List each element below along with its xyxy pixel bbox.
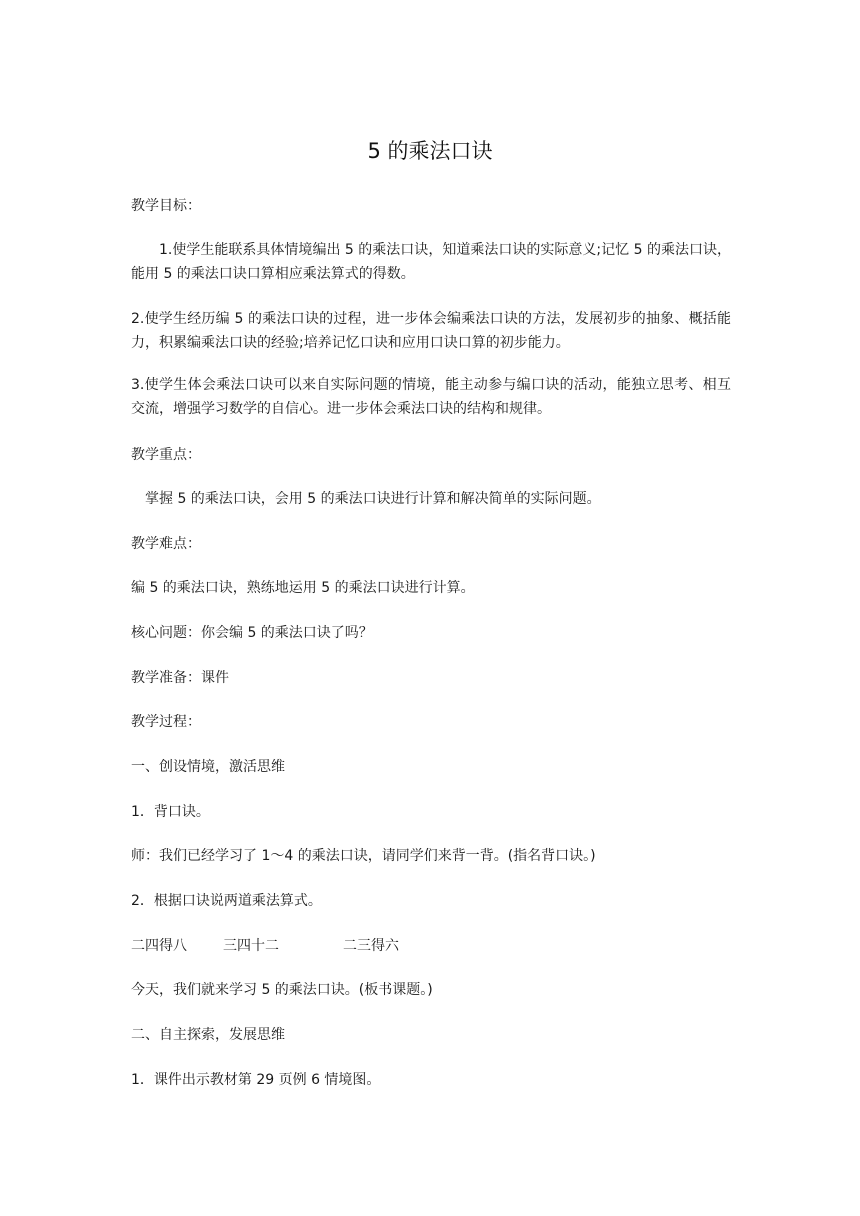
step-3: 1．课件出示教材第 29 页例 6 情境图。 <box>131 1072 381 1088</box>
process-heading: 教学过程： <box>131 714 201 730</box>
step-1: 1．背口诀。 <box>131 804 210 820</box>
step-2: 2．根据口诀说两道乘法算式。 <box>131 893 322 909</box>
rhyme-2: 三四十二 <box>223 938 279 954</box>
goals-heading: 教学目标： <box>131 198 201 214</box>
goal-2-paragraph: 2.使学生经历编 5 的乘法口诀的过程，进一步体会编乘法口诀的方法，发展初步的抽象、概括能力，积累编乘法口诀的经验;培养记忆口诀和应用口诀口算的初步能力。 <box>131 311 731 351</box>
goal-3-paragraph: 3.使学生体会乘法口诀可以来自实际问题的情境，能主动参与编口诀的活动，能独立思考、相互交流，增强学习数学的自信心。进一步体会乘法口诀的结构和规律。 <box>131 377 731 417</box>
difficulty-heading: 教学难点： <box>131 536 201 552</box>
key-text: 掌握 5 的乘法口诀，会用 5 的乘法口诀进行计算和解决简单的实际问题。 <box>145 491 601 507</box>
preparation: 教学准备：课件 <box>131 670 229 686</box>
document-title: 5 的乘法口诀 <box>367 139 493 163</box>
rhyme-row <box>131 935 731 957</box>
section-2-heading: 二、自主探索，发展思维 <box>131 1027 285 1043</box>
difficulty-text: 编 5 的乘法口诀，熟练地运用 5 的乘法口诀进行计算。 <box>131 580 475 596</box>
key-heading: 教学重点： <box>131 447 201 463</box>
core-question: 核心问题：你会编 5 的乘法口诀了吗？ <box>131 625 373 641</box>
today-line: 今天，我们就来学习 5 的乘法口诀。(板书课题。) <box>131 982 433 998</box>
teacher-line: 师：我们已经学习了 1～4 的乘法口诀，请同学们来背一背。(指名背口诀。) <box>131 848 596 864</box>
rhyme-1: 二四得八 <box>131 938 187 954</box>
section-1-heading: 一、创设情境，激活思维 <box>131 759 285 775</box>
goal-1-paragraph: 1.使学生能联系具体情境编出 5 的乘法口诀，知道乘法口诀的实际意义;记忆 5 的乘法口诀，能用 5 的乘法口诀口算相应乘法算式的得数。 <box>131 242 731 282</box>
rhyme-3: 二三得六 <box>343 938 399 954</box>
